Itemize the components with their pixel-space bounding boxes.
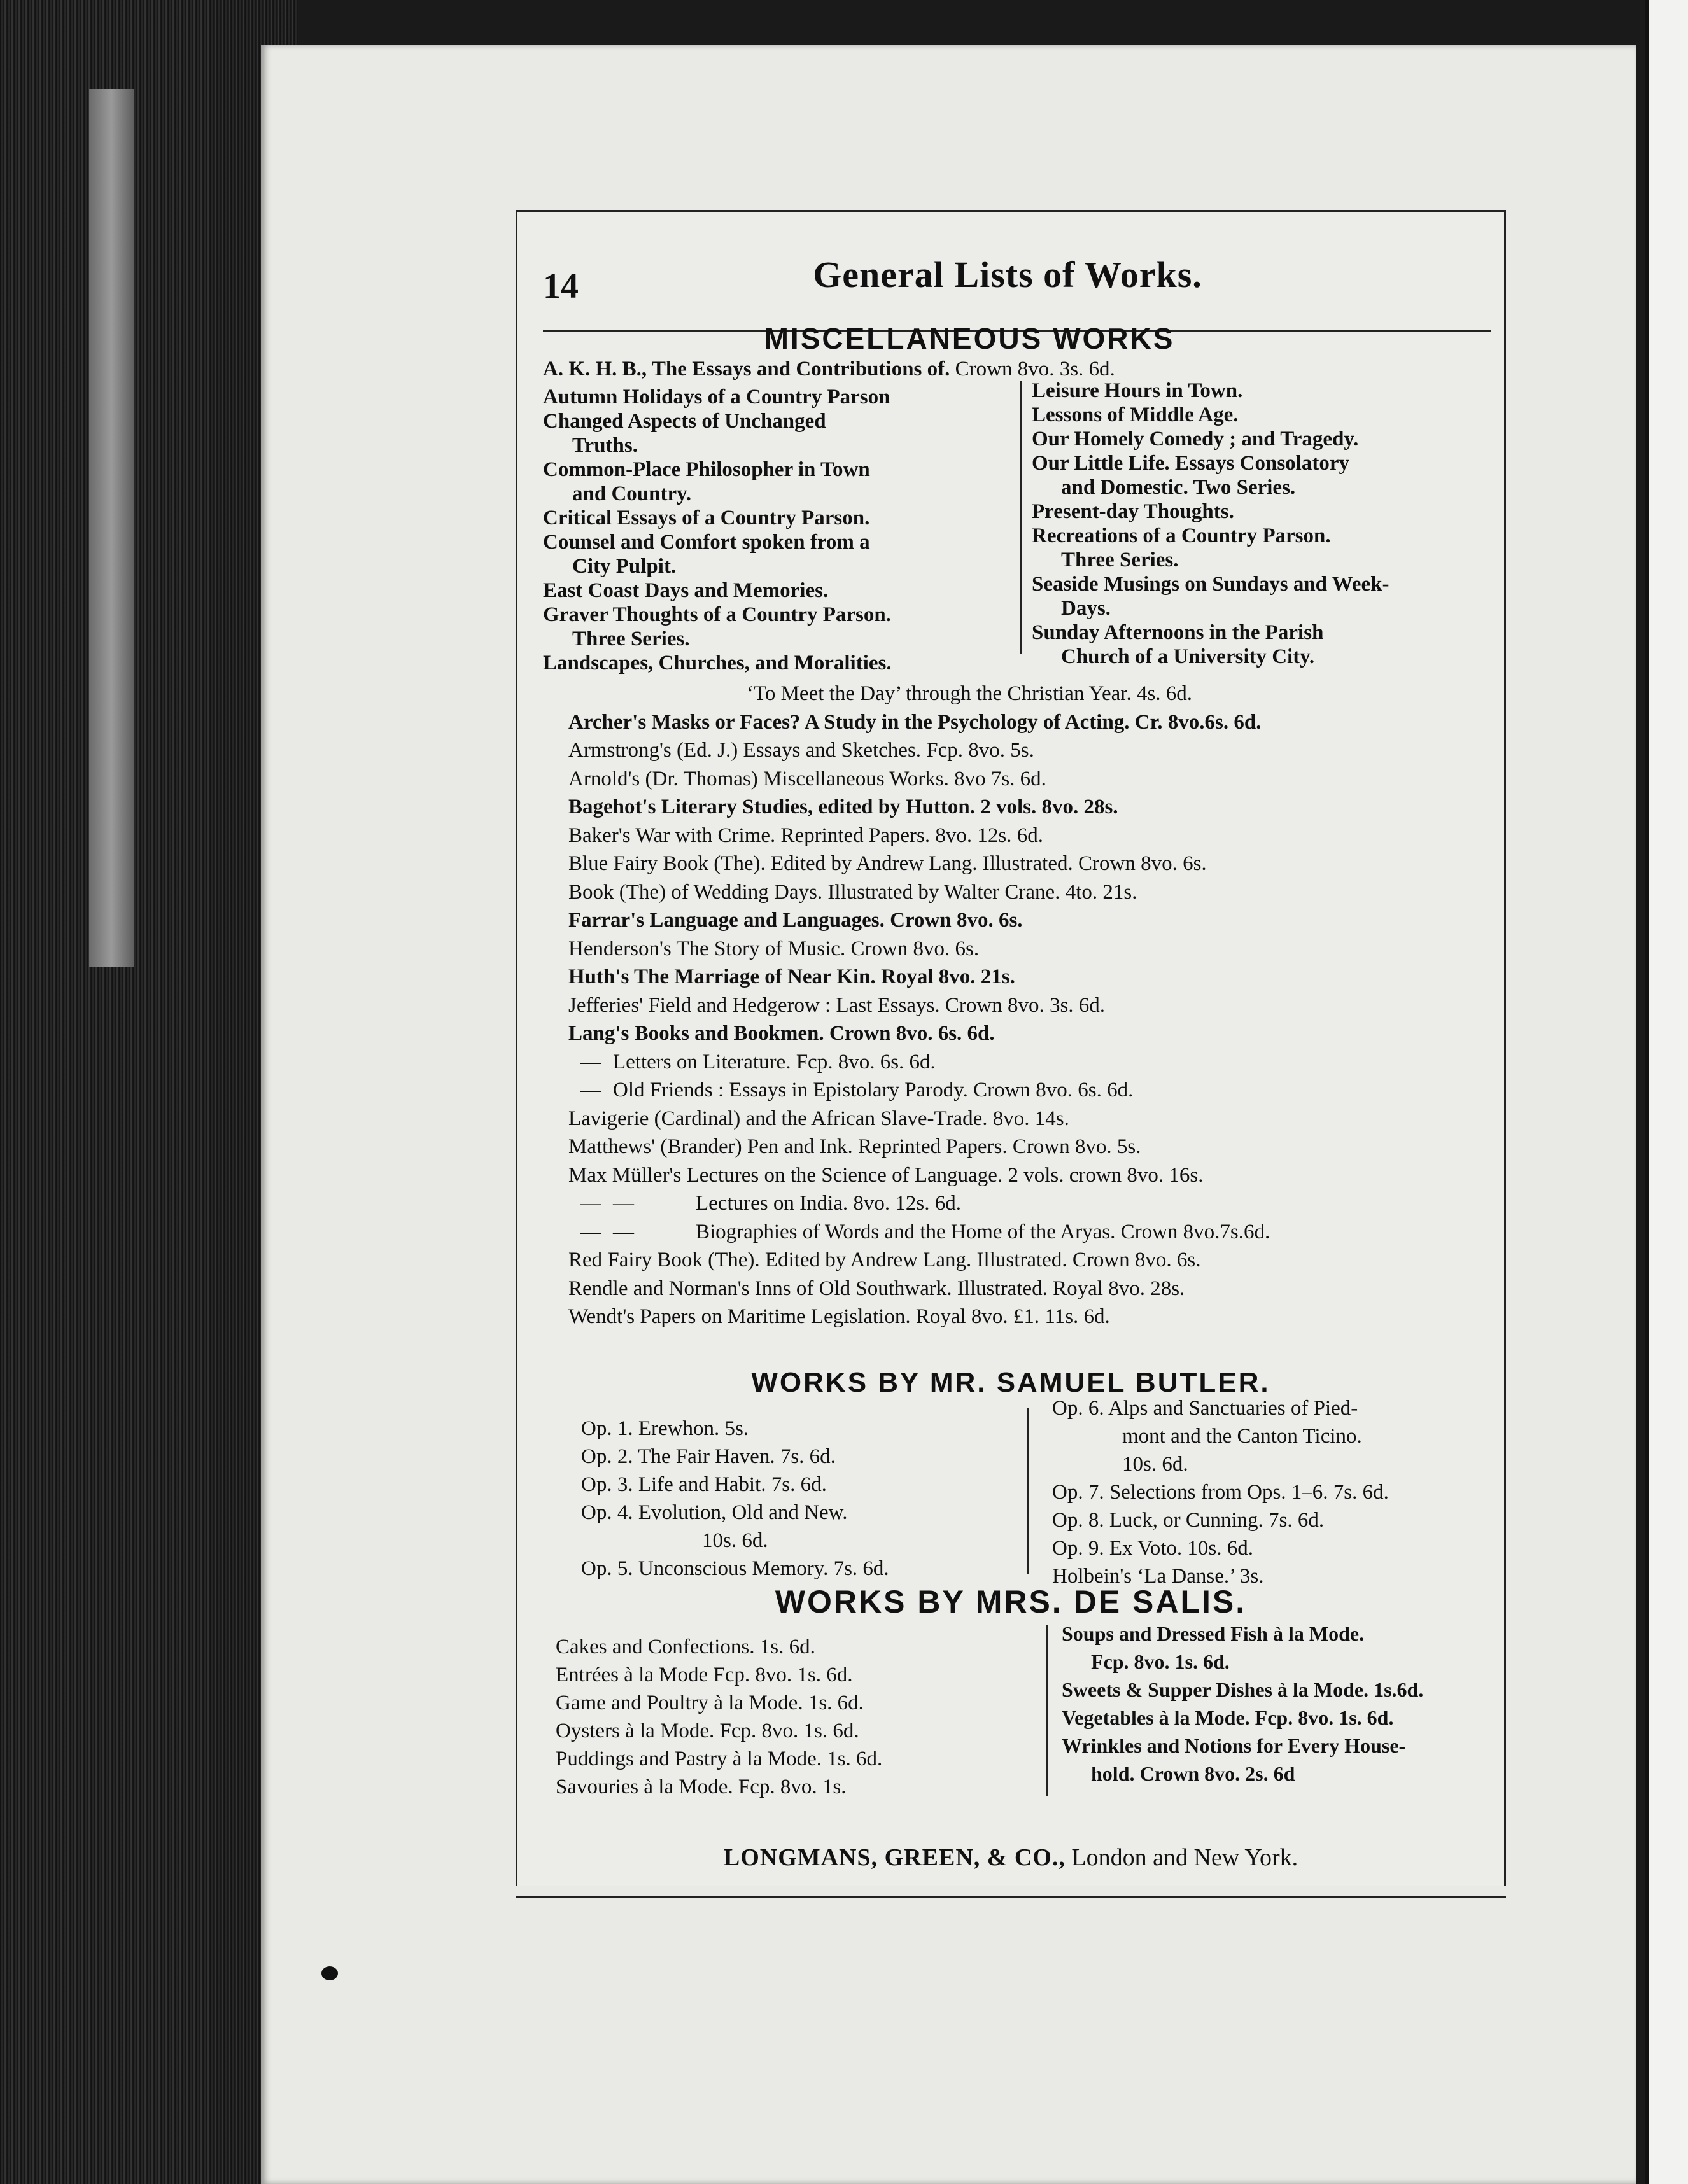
- list-item: Op. 2. The Fair Haven. 7s. 6d.: [581, 1445, 836, 1468]
- list-item: East Coast Days and Memories.: [543, 579, 829, 602]
- list-item: Leisure Hours in Town.: [1032, 379, 1243, 402]
- butler-right-column: [1052, 1394, 1498, 1590]
- list-item-text: Lectures on India. 8vo. 12s. 6d.: [696, 1192, 961, 1215]
- list-item: Rendle and Norman's Inns of Old Southwark. Illustrated. Royal 8vo. 28s.: [568, 1277, 1185, 1300]
- page-edge-strip: [89, 89, 134, 967]
- advertisement-block: [516, 210, 1506, 1886]
- list-item: Holbein's ‘La Danse.’ 3s.: [1052, 1565, 1264, 1588]
- ditto-dash: —: [580, 1220, 601, 1243]
- list-item: Baker's War with Crime. Reprinted Papers. 8vo. 12s. 6d.: [568, 823, 1043, 847]
- list-item: Cakes and Confections. 1s. 6d.: [556, 1635, 815, 1658]
- akhb-price: Crown 8vo. 3s. 6d.: [955, 358, 1115, 381]
- ditto-dash: —: [580, 1079, 601, 1102]
- list-item: Days.: [1061, 597, 1111, 620]
- list-item: Lessons of Middle Age.: [1032, 403, 1239, 426]
- list-item: 10s. 6d.: [702, 1529, 768, 1552]
- list-item: Wendt's Papers on Maritime Legislation. Royal 8vo. £1. 11s. 6d.: [568, 1305, 1110, 1328]
- list-item: 10s. 6d.: [1122, 1453, 1188, 1476]
- list-item: Book (The) of Wedding Days. Illustrated by Walter Crane. 4to. 21s.: [568, 880, 1137, 904]
- list-item-text: Biographies of Words and the Home of the Aryas. Crown 8vo.7s.6d.: [696, 1220, 1270, 1243]
- list-item: Wrinkles and Notions for Every House-: [1062, 1734, 1406, 1757]
- list-item: Sunday Afternoons in the Parish: [1032, 621, 1324, 644]
- list-item: Changed Aspects of Unchanged: [543, 410, 826, 433]
- desalis-section-title: WORKS BY MRS. DE SALIS.: [775, 1584, 1247, 1620]
- list-item: Farrar's Language and Languages. Crown 8vo. 6s.: [568, 909, 1023, 932]
- list-item: Puddings and Pastry à la Mode. 1s. 6d.: [556, 1747, 883, 1770]
- list-item: [568, 1218, 1485, 1247]
- bottom-rule: [516, 1896, 1506, 1898]
- list-item: Blue Fairy Book (The). Edited by Andrew Lang. Illustrated. Crown 8vo. 6s.: [568, 852, 1207, 875]
- list-item: Soups and Dressed Fish à la Mode.: [1062, 1622, 1365, 1645]
- column-divider: [1027, 1408, 1029, 1574]
- list-item: Op. 1. Erewhon. 5s.: [581, 1417, 749, 1440]
- list-item: Critical Essays of a Country Parson.: [543, 507, 870, 529]
- list-item: Jefferies' Field and Hedgerow : Last Essays. Crown 8vo. 3s. 6d.: [568, 993, 1106, 1017]
- list-item: hold. Crown 8vo. 2s. 6d: [1091, 1762, 1295, 1785]
- list-item: Lavigerie (Cardinal) and the African Slave-Trade. 8vo. 14s.: [568, 1107, 1069, 1130]
- list-item: Max Müller's Lectures on the Science of Language. 2 vols. crown 8vo. 16s.: [568, 1163, 1204, 1187]
- list-item: and Domestic. Two Series.: [1061, 476, 1296, 499]
- page-heading: General Lists of Works.: [813, 254, 1202, 295]
- list-item: Three Series.: [1061, 549, 1179, 571]
- list-item: Op. 6. Alps and Sanctuaries of Pied-: [1052, 1397, 1358, 1420]
- list-item: Op. 3. Life and Habit. 7s. 6d.: [581, 1473, 827, 1496]
- book-page-edges: [0, 0, 299, 2184]
- list-item: Henderson's The Story of Music. Crown 8vo. 6s.: [568, 937, 980, 960]
- list-item: Sweets & Supper Dishes à la Mode. 1s.6d.: [1062, 1678, 1424, 1701]
- list-item: Recreations of a Country Parson.: [1032, 524, 1331, 547]
- publisher-imprint: [517, 1844, 1504, 1872]
- list-item-text: Old Friends : Essays in Epistolary Parody. Crown 8vo. 6s. 6d.: [613, 1079, 1134, 1102]
- list-item: [568, 1189, 1485, 1218]
- list-item: Landscapes, Churches, and Moralities.: [543, 652, 892, 675]
- list-item: Vegetables à la Mode. Fcp. 8vo. 1s. 6d.: [1062, 1706, 1394, 1729]
- butler-section-title: WORKS BY MR. SAMUEL BUTLER.: [751, 1367, 1270, 1398]
- ditto-dash: —: [580, 1192, 601, 1215]
- desalis-left-column: [556, 1633, 1039, 1801]
- list-item: [568, 1076, 1485, 1105]
- list-item: Lang's Books and Bookmen. Crown 8vo. 6s. 6d.: [568, 1022, 995, 1045]
- list-item: Our Homely Comedy ; and Tragedy.: [1032, 428, 1359, 451]
- list-item: Present-day Thoughts.: [1032, 500, 1234, 523]
- list-item: Huth's The Marriage of Near Kin. Royal 8vo. 21s.: [568, 965, 1015, 988]
- akhb-line: A. K. H. B., The Essays and Contributions of.: [543, 358, 950, 381]
- list-item: Op. 5. Unconscious Memory. 7s. 6d.: [581, 1557, 889, 1580]
- list-item: [568, 1048, 1485, 1077]
- page-number: 14: [543, 267, 579, 306]
- list-item: Archer's Masks or Faces? A Study in the Psychology of Acting. Cr. 8vo.6s. 6d.: [568, 710, 1262, 734]
- ditto-dash: —: [613, 1192, 634, 1215]
- list-item: Game and Poultry à la Mode. 1s. 6d.: [556, 1691, 864, 1714]
- list-item: Truths.: [572, 434, 638, 457]
- list-item: and Country.: [572, 482, 692, 505]
- list-item: Common-Place Philosopher in Town: [543, 458, 870, 481]
- akhb-left-column: [543, 385, 1014, 675]
- list-item: City Pulpit.: [572, 555, 677, 578]
- list-item: mont and the Canton Ticino.: [1122, 1425, 1362, 1448]
- publisher-place: London and New York.: [1071, 1844, 1298, 1871]
- list-item: Graver Thoughts of a Country Parson.: [543, 603, 891, 626]
- list-item: Matthews' (Brander) Pen and Ink. Reprinted Papers. Crown 8vo. 5s.: [568, 1135, 1141, 1158]
- list-item: Counsel and Comfort spoken from a: [543, 531, 870, 554]
- misc-section-title: MISCELLANEOUS WORKS: [764, 322, 1175, 355]
- list-item: Three Series.: [572, 627, 690, 650]
- list-item: Savouries à la Mode. Fcp. 8vo. 1s.: [556, 1775, 847, 1798]
- publisher-name: LONGMANS, GREEN, & CO.,: [723, 1844, 1066, 1871]
- list-item: Op. 8. Luck, or Cunning. 7s. 6d.: [1052, 1509, 1325, 1532]
- akhb-right-column: [1032, 379, 1503, 669]
- list-item: Op. 7. Selections from Ops. 1–6. 7s. 6d.: [1052, 1481, 1389, 1504]
- list-item-text: Letters on Literature. Fcp. 8vo. 6s. 6d.: [613, 1050, 936, 1074]
- list-item: Entrées à la Mode Fcp. 8vo. 1s. 6d.: [556, 1663, 853, 1686]
- ditto-dash: —: [580, 1050, 601, 1074]
- list-item: ‘To Meet the Day’ through the Christian Year. 4s. 6d.: [747, 682, 1193, 705]
- list-item: Church of a University City.: [1061, 645, 1315, 668]
- misc-works-list: [568, 680, 1485, 1331]
- list-item: Bagehot's Literary Studies, edited by Hutton. 2 vols. 8vo. 28s.: [568, 795, 1118, 818]
- column-divider: [1020, 381, 1022, 654]
- list-item: Oysters à la Mode. Fcp. 8vo. 1s. 6d.: [556, 1719, 859, 1742]
- list-item: Armstrong's (Ed. J.) Essays and Sketches. Fcp. 8vo. 5s.: [568, 739, 1034, 762]
- list-item: Seaside Musings on Sundays and Week-: [1032, 573, 1389, 596]
- list-item: Arnold's (Dr. Thomas) Miscellaneous Works. 8vo 7s. 6d.: [568, 767, 1046, 790]
- list-item: Op. 9. Ex Voto. 10s. 6d.: [1052, 1537, 1253, 1560]
- akhb-entry: [543, 357, 1115, 381]
- list-item: Op. 4. Evolution, Old and New.: [581, 1501, 848, 1524]
- list-item: Autumn Holidays of a Country Parson: [543, 386, 890, 409]
- butler-left-column: [581, 1415, 1027, 1583]
- desalis-right-column: [1062, 1620, 1501, 1788]
- column-divider: [1046, 1625, 1048, 1796]
- ink-blot: [321, 1966, 338, 1980]
- facing-page-edge: [1645, 0, 1688, 2184]
- list-item: Red Fairy Book (The). Edited by Andrew Lang. Illustrated. Crown 8vo. 6s.: [568, 1249, 1201, 1271]
- list-item: Our Little Life. Essays Consolatory: [1032, 452, 1349, 475]
- list-item: Fcp. 8vo. 1s. 6d.: [1091, 1650, 1230, 1673]
- ditto-dash: —: [613, 1220, 634, 1243]
